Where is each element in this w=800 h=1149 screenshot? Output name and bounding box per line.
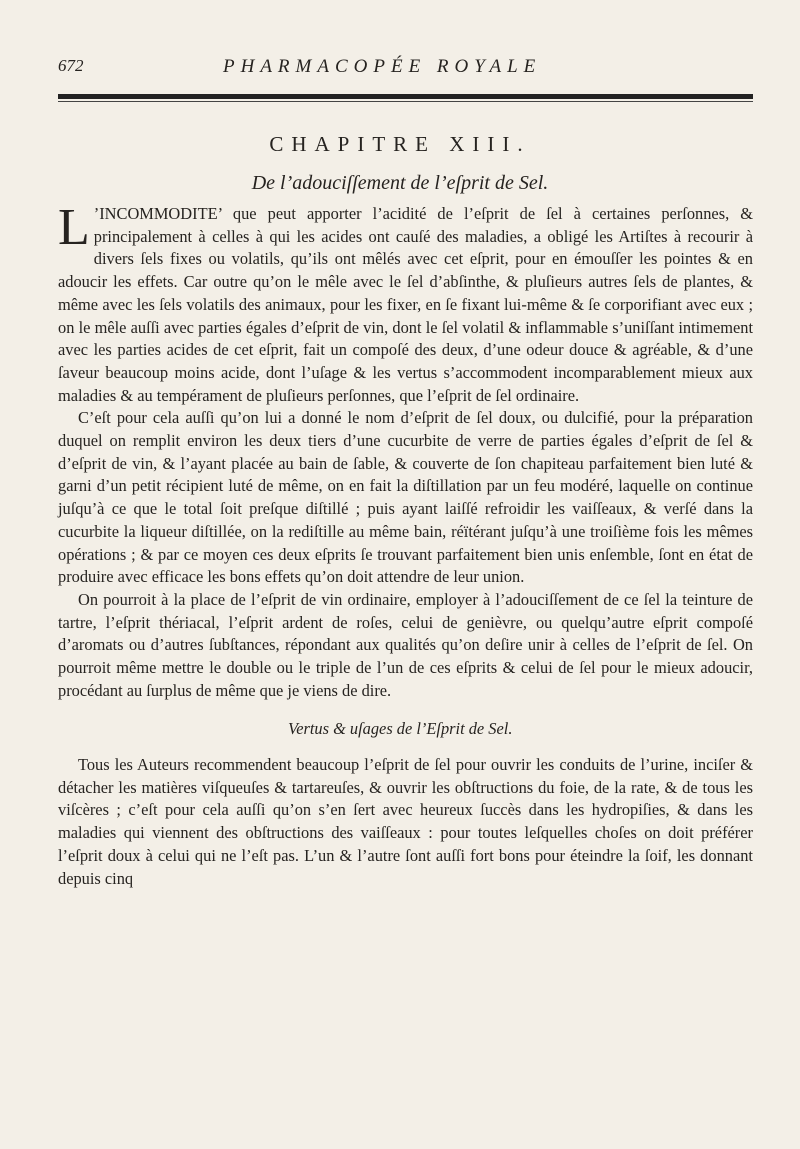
paragraph-4: Tous les Auteurs recommendent beaucoup l’eſprit de ſel pour ouvrir les conduits de l’urine, inciſer & détacher les matières viſqueuſes & tartareuſes, & ouvrir les obſtructions du foie, de la rate, & de tous les viſcères ; c’eſt pour cela auſſi qu’on s’en ſert avec heureux ſuccès dans les hydropiſies, & dans les maladies qui viennent des obſtructions des vaiſſeaux : pour toutes leſquelles choſes on doit préférer l’eſprit doux à celui qui ne l’eſt pas. L’un & l’autre ſont auſſi fort bons pour éteindre la ſoif, les donnant depuis cinq <box>58 755 753 888</box>
drop-cap: L <box>58 199 90 256</box>
body-text-vertus <box>58 754 753 890</box>
paragraph-2: C’eſt pour cela auſſi qu’on lui a donné le nom d’eſprit de ſel doux, ou dulcifié, pour la préparation duquel on remplit environ les deux tiers d’une cucurbite de verre de parties égales d’eſprit de ſel & d’eſprit de vin, & l’ayant placée au bain de ſable, & couverte de ſon chapiteau parfaitement bien luté & garni d’un petit récipient luté de même, on en fait la diſtillation par un feu modéré, laquelle on continue juſqu’à ce que le total ſoit preſque diſtillé ; puis ayant laiſſé refroidir les vaiſſeaux, & verſé dans la cucurbite la liqueur diſtillée, on la rediſtille au même bain, réïtérant juſqu’à une troiſième fois les mêmes opérations ; & par ce moyen ces deux eſprits ſe trouvant parfaitement bien unis enſemble, ſont en état de produire avec efficace les bons effets qu’on doit attendre de leur union. <box>58 408 753 587</box>
ornamental-rule <box>58 94 753 99</box>
page-number: 672 <box>58 56 84 75</box>
running-head <box>58 56 760 80</box>
chapter-heading: CHAPITRE XIII. <box>269 132 531 156</box>
running-title: PHARMACOPÉE ROYALE <box>223 56 542 77</box>
section-title: De l’adouciſſement de l’eſprit de Sel. <box>251 172 549 194</box>
paragraph-1 <box>58 199 753 407</box>
subheading-vertus: Vertus & uſages de l’Eſprit de Sel. <box>288 719 513 738</box>
body-text-main <box>58 199 753 702</box>
thin-rule <box>58 101 753 102</box>
paragraph-3: On pourroit à la place de l’eſprit de vin ordinaire, employer à l’adouciſſement de ce ſel la teinture de tartre, l’eſprit thériacal, l’eſprit ardent de roſes, celui de genièvre, ou quelqu’autre eſprit compoſé d’aromats ou d’autres ſubſtances, répondant aux qualités qu’on deſire unir à celles de l’eſprit de ſel. On pourroit même mettre le double ou le triple de l’un de ces eſprits & celui de ſel pour le mieux adoucir, procédant au ſurplus de même que je viens de dire. <box>58 589 753 700</box>
paragraph-1-text: ’INCOMMODITE’ que peut apporter l’acidité de l’eſprit de ſel à certaines perſonnes, & principalement à celles à qui les acides ont cauſé des maladies, a obligé les Artiſtes à recourir à divers ſels fixes ou volatils, qu’ils ont mêlés avec cet eſprit, pour en émouſſer les pointes & en adoucir les effets. Car outre qu’on le mêle avec le ſel d’abſinthe, & pluſieurs autres ſels de plantes, & même avec les ſels volatils des animaux, pour les fixer, en ſe fixant lui-même & ſe corporifiant avec eux ; on le mêle auſſi avec parties égales d’eſprit de vin, dont le ſel volatil & inflammable s’uniſſant intimement avec les parties acides de cet eſprit, fait un compoſé des deux, d’une odeur douce & agréable, & d’une ſaveur beaucoup moins acide, dont l’uſage & les vertus s’accommodent incomparablement mieux aux maladies & au tempérament de pluſieurs perſonnes, que l’eſprit de ſel ordinaire. <box>58 204 753 405</box>
